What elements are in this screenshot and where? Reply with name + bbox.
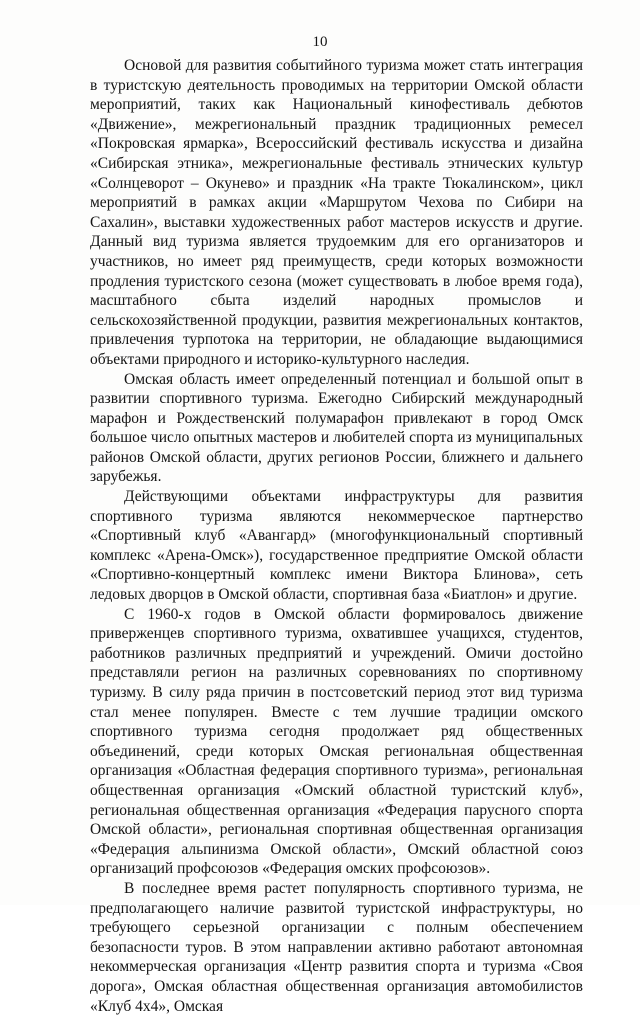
paragraph-event-tourism: Основой для развития событийного туризма может стать интеграция в туристскую деятельность проводимых на территории Омской области мероприятий, таких как Национальный кинофестиваль дебютов «Движение», межрегиональный праздник традиционных ремесел «Покровская ярмарка», Всероссийский фестиваль искусства и дизайна «Сибирская этника», межрегиональные фестиваль этнических культур «Солнцеворот – Окунево» и праздник «На тракте Тюкалинском», цикл мероприятий в рамках акции «Маршрутом Чехова по Сибири на Сахалин», выставки художественных работ мастеров искусств и другие. Данный вид туризма является трудоемким для его организаторов и участников, но имеет ряд преимуществ, среди которых возможности продления туристского сезона (может существовать в любое время года), масштабного сбыта изделий народных промыслов и сельскохозяйственной продукции, развития межрегиональных контактов, привлечения турпотока на территории, не обладающие выдающимися объектами природного и историко-культурного наследия.	[90, 57, 583, 368]
paragraph-sports-infrastructure: Действующими объектами инфраструктуры для развития спортивного туризма являются некоммерческое партнерство «Спортивный клуб «Авангард» (многофункциональный спортивный комплекс «Арена-Омск»), государственное предприятие Омской области «Спортивно-концертный комплекс имени Виктора Блинова», сеть ледовых дворцов в Омской области, спортивная база «Биатлон» и другие.	[90, 488, 583, 604]
body-text	[90, 56, 583, 1016]
paragraph-sports-tourism-history: С 1960-х годов в Омской области формировалось движение приверженцев спортивного туризма, охватившее учащихся, студентов, работников различных предприятий и учреждений. Омичи достойно представляли регион на различных соревнованиях по спортивному туризму. В силу ряда причин в постсоветский период этот вид туризма стал менее популярен. Вместе с тем лучшие традиции омского спортивного туризма сегодня продолжает ряд общественных объединений, среди которых Омская региональная общественная организация «Областная федерация спортивного туризма», региональная общественная организация «Омский областной туристский клуб», региональная общественная организация «Федерация парусного спорта Омской области», региональная спортивная общественная организация «Федерация альпинизма Омской области», Омский областной союз организаций профсоюзов «Федерация омских профсоюзов».	[90, 605, 583, 878]
paragraph-recent-popularity: В последнее время растет популярность спортивного туризма, не предполагающего наличие развитой туристской инфраструктуры, но требующего серьезной организации с полным обеспечением безопасности туров. В этом направлении активно работают автономная некоммерческая организация «Центр развития спорта и туризма «Своя дорога», Омская областная общественная организация автомобилистов «Клуб 4х4», Омская	[90, 879, 583, 1015]
page-number: 10	[312, 34, 328, 50]
paragraph-sports-tourism-potential: Омская область имеет определенный потенциал и большой опыт в развитии спортивного туризма. Ежегодно Сибирский международный марафон и Рождественский полумарафон привлекают в город Омск большое число опытных мастеров и любителей спорта из муниципальных районов Омской области, других регионов России, ближнего и дальнего зарубежья.	[90, 370, 583, 486]
